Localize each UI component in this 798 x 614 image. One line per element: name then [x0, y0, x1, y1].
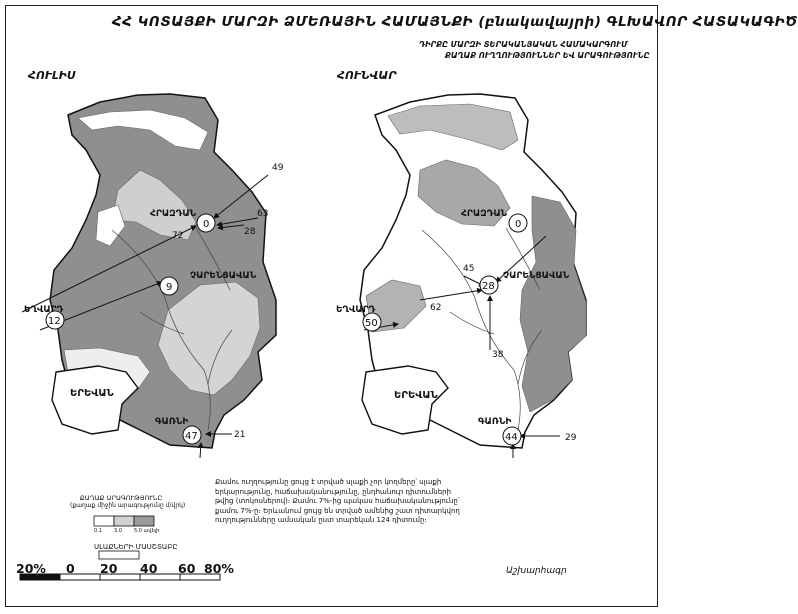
flow-63: 63: [257, 209, 269, 219]
value-garni-july: 47: [185, 431, 198, 442]
value-hrazdan-january: 0: [515, 219, 522, 230]
flow-21: 21: [234, 430, 246, 440]
flow-49: 49: [272, 163, 284, 173]
month-label-july: ՀՈՒԼԻՍ: [28, 69, 76, 82]
value-charentsavan-july: 9: [166, 282, 173, 293]
flow-28-july: 28: [244, 227, 256, 237]
value-charentsavan-january: 28: [482, 281, 495, 292]
legend-tick-3: 5.0 ավելի: [134, 528, 160, 534]
label-garni-july: ԳԱՌՆԻ: [155, 417, 189, 427]
label-yerevan-january: ԵՐԵՎԱՆ: [394, 390, 438, 401]
scale-label-60: 60: [178, 561, 196, 576]
explanatory-note: Քամու ուղղությունը ցույց է տրված սլաքի չոր կողմերը՝ սլաքի երկարությունը, հաճախականությունը, ընդհանուր դիտումների թվից (տոկոսներով)։ Քամու 7%-ից պակաս հաճախականությունը՝ քամու 7%-ը։ Երևանում ցույց են տրված ամենից շատ դիտարկվող ուղղությունները ամսական ըստ տարեկան 124 դիտումը։: [215, 478, 460, 525]
legend-tick-1: 0.1: [94, 528, 102, 534]
month-label-january: ՀՈՒՆՎԱՐ: [337, 69, 397, 82]
label-hrazdan-july: ՀՐԱԶԴԱՆ: [150, 209, 197, 219]
value-yeghvard-july: 12: [48, 316, 61, 327]
scale-label-20: 20: [100, 561, 118, 576]
flow-45: 45: [463, 264, 475, 274]
flow-72: 72: [172, 231, 184, 241]
label-yeghvard-january: ԵՂՎԱՐԴ: [336, 305, 376, 315]
sheet-title: ՀՀ ԿՈՏԱՅՔԻ ՄԱՐԶԻ ՁՄԵՌԱՅԻՆ ՀԱՄԱՅՆՔԻ (բնակավայրի) ԳԼԽԱՎՈՐ ՀԱՏԱԿԱԳԻԾ: [112, 14, 798, 30]
scale-label-0: 0: [66, 561, 75, 576]
legend-tick-2: 3.0: [114, 528, 122, 534]
flow-62: 62: [430, 303, 442, 313]
legend-title: ՔԱՂԱՔ ԱՐԱԳՈՒԹՅՈՒՆԸ: [79, 494, 163, 502]
label-charentsavan-january: ՉԱՐԵՆՑԱՎԱՆ: [503, 271, 570, 281]
legend-colorbar: [94, 516, 154, 526]
signature: Աշխարհագր: [506, 566, 567, 576]
label-charentsavan-july: ՉԱՐԵՆՑԱՎԱՆ: [190, 271, 257, 281]
value-garni-january: 44: [505, 432, 518, 443]
flow-38: 38: [492, 350, 504, 360]
scale-title: ՍԼԱՔՆԵՐԻ ՄԱՍՇՏԱԲԸ: [94, 543, 178, 551]
legend-subtitle: (քաղաք միջին արագությունը մ/վրկ): [70, 502, 186, 509]
scale-label-80pct: 80%: [204, 561, 234, 576]
scale-label-20pct: 20%: [16, 561, 46, 576]
label-hrazdan-january: ՀՐԱԶԴԱՆ: [461, 209, 508, 219]
label-yerevan-july: ԵՐԵՎԱՆ: [70, 388, 114, 399]
flow-29: 29: [565, 433, 577, 443]
sheet-subtitle-1: ԴԻՐՔԸ ՄԱՐԶԻ ՏԵՐԱԿԱՆՅԱԿԱՆ ՀԱՄԱԿԱՐԳՈՒՄ: [419, 40, 628, 49]
value-hrazdan-july: 0: [203, 219, 210, 230]
label-garni-january: ԳԱՌՆԻ: [478, 417, 512, 427]
sheet-subtitle-2: ՔԱՂԱՔ ՈՒՂՂՈՒԹՅՈՒՆՆԵՐ ԵՎ ԱՐԱԳՈՒԹՅՈՒՆԸ: [445, 51, 650, 60]
scale-label-40: 40: [140, 561, 158, 576]
value-yeghvard-january: 50: [365, 318, 378, 329]
label-yeghvard-july: ԵՂՎԱՐԴ: [24, 305, 64, 315]
yerevan-outline-july: [52, 366, 138, 434]
